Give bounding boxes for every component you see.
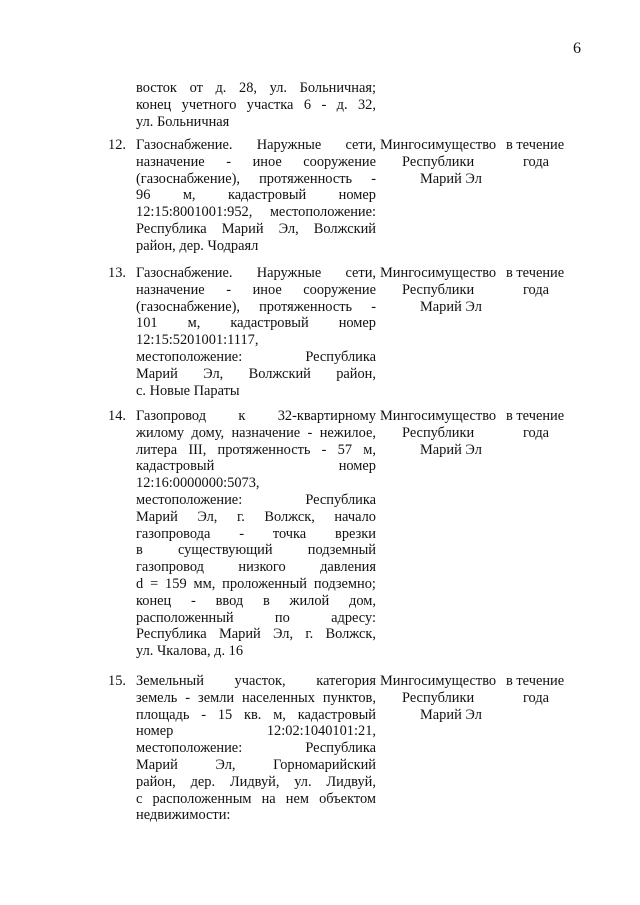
- responsible-body: Мингосимущество: [380, 137, 497, 153]
- object-description-line: Республика Марий Эл, Волжский: [136, 221, 376, 237]
- object-description-line: 12:15:5201001:1117,: [136, 332, 259, 349]
- responsible-body: Марий Эл: [420, 441, 482, 458]
- responsible-body: Республики: [402, 424, 475, 441]
- page-number: 6: [573, 40, 581, 57]
- object-description-line: недвижимости:: [136, 807, 231, 824]
- deadline: года: [523, 689, 550, 706]
- object-description-line: 101 м, кадастровый номер: [136, 315, 376, 332]
- object-description-line: 12:15:8001001:952, местоположение:: [136, 204, 376, 221]
- object-description-line: 96 м, кадастровый номер: [136, 187, 376, 204]
- object-description-line: местоположение: Республика: [136, 492, 376, 508]
- object-description-line: жилому дому, назначение - нежилое,: [136, 424, 376, 441]
- object-description-line: (газоснабжение), протяженность -: [136, 170, 376, 187]
- object-description-line: в существующий подземный: [136, 542, 376, 559]
- object-description-line: литера III, протяженность - 57 м,: [136, 441, 376, 458]
- row-number: 15.: [108, 673, 126, 689]
- row-number: 12.: [108, 137, 126, 153]
- object-description-line: с. Новые Параты: [136, 382, 240, 399]
- deadline: года: [523, 281, 550, 298]
- responsible-body: Марий Эл: [420, 706, 482, 723]
- deadline: года: [523, 424, 550, 441]
- object-description-line: площадь - 15 кв. м, кадастровый: [136, 706, 376, 723]
- object-description-line: с расположенным на нем объектом: [136, 790, 376, 807]
- object-description-line: район, дер. Лидвуй, ул. Лидвуй,: [136, 773, 376, 790]
- object-description-line: d = 159 мм, проложенный подземно;: [136, 576, 376, 592]
- object-description-line: Земельный участок, категория: [136, 673, 376, 689]
- object-description-line: Газопровод к 32-квартирному: [136, 408, 376, 424]
- object-description-line: 12:16:0000000:5073,: [136, 475, 260, 492]
- object-description-line: конец - ввод в жилой дом,: [136, 592, 376, 609]
- object-description-line: назначение - иное сооружение: [136, 281, 376, 298]
- object-description-line: Марий Эл, г. Волжск, начало: [136, 508, 376, 525]
- deadline: в течение: [506, 673, 565, 689]
- responsible-body: Мингосимущество: [380, 673, 497, 689]
- object-description-line: назначение - иное сооружение: [136, 153, 376, 170]
- continuation-line: ул. Больничная: [136, 113, 230, 130]
- object-description-line: Газоснабжение. Наружные сети,: [136, 265, 376, 281]
- object-description-line: Марий Эл, Горномарийский: [136, 757, 376, 773]
- deadline: в течение: [506, 137, 565, 153]
- responsible-body: Мингосимущество: [380, 408, 497, 424]
- continuation-line: конец учетного участка 6 - д. 32,: [136, 96, 376, 113]
- object-description-line: номер 12:02:1040101:21,: [136, 723, 376, 740]
- object-description-line: кадастровый номер: [136, 458, 376, 475]
- deadline: в течение: [506, 408, 565, 424]
- responsible-body: Мингосимущество: [380, 265, 497, 281]
- continuation-line: восток от д. 28, ул. Больничная;: [136, 80, 376, 96]
- object-description-line: Марий Эл, Волжский район,: [136, 365, 376, 382]
- object-description-line: расположенный по адресу:: [136, 609, 376, 626]
- object-description-line: район, дер. Чодраял: [136, 237, 259, 254]
- object-description-line: (газоснабжение), протяженность -: [136, 298, 376, 315]
- object-description-line: ул. Чкалова, д. 16: [136, 643, 244, 660]
- object-description-line: Республика Марий Эл, г. Волжск,: [136, 626, 376, 643]
- deadline: года: [523, 153, 550, 170]
- object-description-line: местоположение: Республика: [136, 349, 376, 365]
- responsible-body: Марий Эл: [420, 170, 482, 187]
- object-description-line: Газоснабжение. Наружные сети,: [136, 137, 376, 153]
- responsible-body: Республики: [402, 689, 475, 706]
- row-number: 13.: [108, 265, 126, 281]
- object-description-line: местоположение: Республика: [136, 740, 376, 757]
- responsible-body: Марий Эл: [420, 298, 482, 315]
- deadline: в течение: [506, 265, 565, 281]
- object-description-line: земель - земли населенных пунктов,: [136, 689, 376, 706]
- object-description-line: газопровода - точка врезки: [136, 525, 376, 542]
- responsible-body: Республики: [402, 281, 475, 298]
- row-number: 14.: [108, 408, 126, 424]
- responsible-body: Республики: [402, 153, 475, 170]
- object-description-line: газопровод низкого давления: [136, 559, 376, 576]
